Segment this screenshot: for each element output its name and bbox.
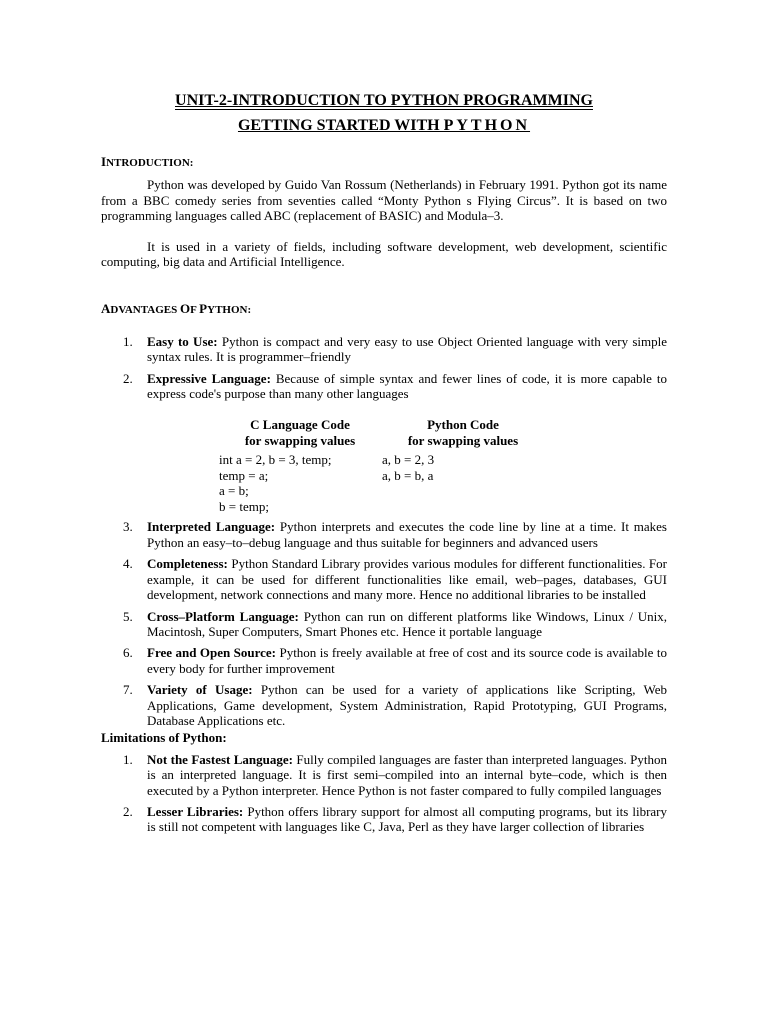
list-item: 2. Expressive Language: Because of simple syntax and fewer lines of code, it is more capable to express code's purpose than many other languages C Language Code for swapping values int a = 2, b = 3, temp; temp = a; a = b; b = temp; Python Code for swapping values a, b = 2, 3 a, b = b, a — [123, 370, 668, 514]
c-code-lines — [219, 452, 381, 514]
list-item: 7. Variety of Usage: Python can be used for a variety of applications like Scripting, Web Applications, Game development, System Administration, Rapid Prototyping, GUI Programs, Database Applications etc. — [123, 682, 667, 728]
code-line: a, b = 2, 3 — [382, 452, 435, 468]
limitations-heading: Limitations of Python: — [101, 730, 227, 746]
advantages-heading: ADVANTAGES OF PYTHON: — [101, 301, 252, 317]
list-item: 3. Interpreted Language: Python interprets and executes the code line by line at a time. It makes Python an easy–to–debug language and thus suitable for beginners and advanced users — [123, 519, 667, 550]
code-comparison — [219, 417, 667, 513]
list-item: 6. Free and Open Source: Python is freely available at free of cost and its source code is available to every body for further improvement — [123, 645, 667, 676]
list-item: 1. Easy to Use: Python is compact and very easy to use Object Oriented language with very simple syntax rules. It is programmer–friendly — [123, 333, 667, 365]
list-item: 2. Lesser Libraries: Python offers library support for almost all computing programs, but its library is still not competent with languages like C, Java, Perl as they have larger collection of libraries — [123, 803, 667, 835]
introduction-heading: INTRODUCTION: — [101, 154, 194, 169]
list-item: 5. Cross–Platform Language: Python can run on different platforms like Windows, Linux / Unix, Macintosh, Super Computers, Smart Phones etc. Hence it portable language — [123, 608, 667, 639]
unit-title: UNIT-2-INTRODUCTION TO PYTHON PROGRAMMING — [175, 92, 593, 109]
code-line: a = b; — [219, 483, 249, 499]
python-code-lines — [382, 452, 544, 483]
intro-paragraph-2: It is used in a variety of fields, including software development, web development, scientific computing, big data and Artificial Intelligence. — [101, 238, 667, 270]
limitations-list — [101, 752, 667, 835]
subtitle: GETTING STARTED WITH PYTHON — [237, 117, 531, 134]
document-body — [101, 154, 667, 841]
intro-paragraph-1: Python was developed by Guido Van Rossum (Netherlands) in February 1991. Python got its name from a BBC comedy series from seventies called “Monty Python s Flying Circus”. It is based on two programming languages called ABC (replacement of BASIC) and Modula–3. — [101, 177, 667, 224]
advantages-list — [101, 334, 667, 729]
list-item: 1. Not the Fastest Language: Fully compiled languages are faster than interpreted languages. Python is an interpreted language. It is first semi–compiled into an internal byte–code, which is then executed by a Python interpreter. Hence Python is not faster compared to fully compiled languages — [123, 751, 667, 798]
code-line: temp = a; — [219, 467, 269, 483]
code-line: b = temp; — [219, 498, 269, 514]
list-item: 4. Completeness: Python Standard Library provides various modules for different functionalities. For example, it can be used for different functionalities like email, web–pages, databases, GUI development, network connections and many more. Hence no additional libraries to be installed — [123, 556, 667, 603]
code-line: int a = 2, b = 3, temp; — [219, 452, 332, 468]
c-code-column: C Language Code for swapping values int a = 2, b = 3, temp; temp = a; a = b; b = temp; — [219, 417, 381, 513]
code-line: a, b = b, a — [382, 467, 434, 483]
python-code-column: Python Code for swapping values a, b = 2, 3 a, b = b, a — [382, 417, 544, 483]
